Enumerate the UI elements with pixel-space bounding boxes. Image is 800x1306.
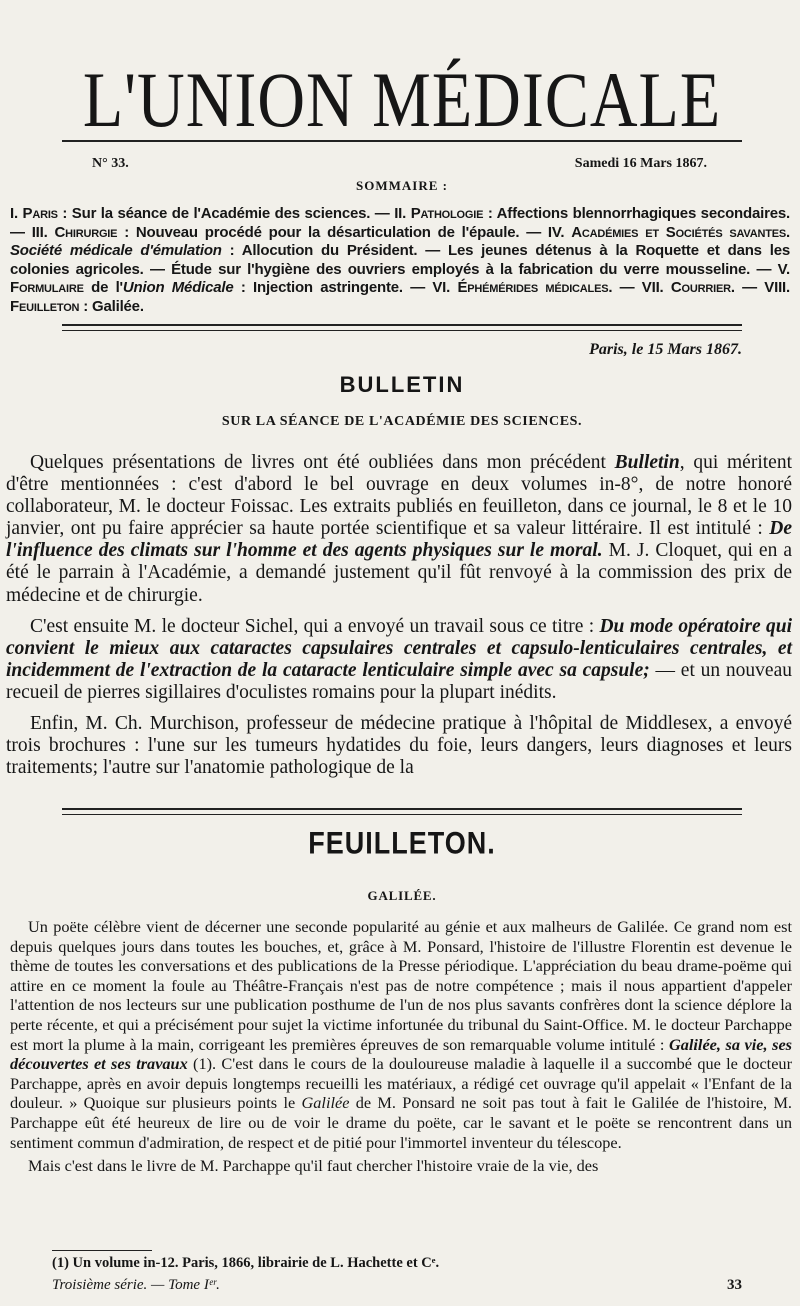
series-label: Troisième série. — Tome Iᵉʳ.	[52, 1277, 220, 1293]
bulletin-body	[6, 452, 792, 788]
masthead-rule	[62, 140, 742, 142]
bulletin-paragraph: Quelques présentations de livres ont été oubliées dans mon précédent Bulletin, qui méritent d'être mentionnées : c'est d'abord le bel ouvrage en deux volumes in-8°, de notre honoré collaborateur, M. le docteur Foissac. Les extraits publiés en feuilleton, dans ce journal, le 8 et le 10 janvier, ont pu faire apprécier sa haute portée scientifique et sa valeur littéraire. Il est intitulé : De l'influence des climats sur l'homme et des agents physiques sur le moral. M. J. Cloquet, qui en a été le parrain à l'Académie, a demandé justement qu'il fût renvoyé à la commission des prix de médecine et de chirurgie.	[6, 452, 793, 606]
feuilleton-body	[10, 917, 792, 1180]
bulletin-paragraph: Enfin, M. Ch. Murchison, professeur de médecine pratique à l'hôpital de Middlesex, a envoyé trois brochures : l'une sur les tumeurs hydatides du foie, leurs dangers, leurs diagnoses et leurs traitements; l'autre sur l'anatomie pathologique de la	[6, 713, 792, 779]
feuilleton-subtitle: GALILÉE.	[367, 888, 437, 903]
issue-number: N° 33.	[92, 156, 129, 171]
bulletin-title: BULLETIN	[339, 372, 465, 397]
footnote: (1) Un volume in-12. Paris, 1866, librairie de L. Hachette et Cᵉ.	[52, 1255, 440, 1271]
feuilleton-paragraph: Un poëte célèbre vient de décerner une seconde popularité au génie et aux malheurs de Galilée. Ce grand nom est depuis quelques jours dans toutes les bouches, et, grâce à M. Ponsard, l'histoire de l'illustre Florentin est devenue le thème de toutes les conversations et des publications de la Presse périodique. L'appréciation du beau drame-poëme qui attire en ce moment la foule au Théâtre-Français n'est pas de notre compétence ; mais il nous appartient d'appeler l'attention de nos lecteurs sur une publication posthume de l'un de nos plus savants confrères dont la science déplore la perte récente, et qui a précisément pour sujet la victime infortunée du tribunal du Saint-Office. M. le docteur Parchappe est mort la plume à la main, corrigeant les premières épreuves de son remarquable volume intitulé : Galilée, sa vie, ses découvertes et ses travaux (1). C'est dans le cours de la douloureuse maladie à laquelle il a succombé que le docteur Parchappe, après en avoir depuis longtemps recueilli les matériaux, a rédigé cet ouvrage qu'il appelait « l'Enfant de la douleur. » Quoique sur plusieurs points le Galilée de M. Ponsard ne soit pas tout à fait le Galilée de l'histoire, M. Parchappe eût été heureux de lire ou de voir le drame du poëte, car le savant et le poëte se rencontrent dans un sentiment commun d'admiration, de respect et de pitié pour l'immortel inventeur du télescope.	[10, 917, 793, 1152]
feuilleton-title: FEUILLETON.	[308, 825, 496, 861]
feuilleton-divider	[62, 808, 742, 815]
bulletin-dateline: Paris, le 15 Mars 1867.	[589, 341, 742, 358]
section-divider	[62, 324, 742, 331]
feuilleton-paragraph: Mais c'est dans le livre de M. Parchappe qu'il faut chercher l'histoire vraie de la vie, des	[28, 1156, 599, 1176]
page-number: 33	[727, 1277, 742, 1293]
sommaire-title: SOMMAIRE :	[356, 178, 448, 193]
issue-date: Samedi 16 Mars 1867.	[574, 156, 707, 171]
footnote-rule	[52, 1250, 152, 1251]
sommaire: I. Paris : Sur la séance de l'Académie des sciences. — II. Pathologie : Affections blennorrhagiques secondaires. — III. Chirurgie : Nouveau procédé pour la désarticulation de l'épaule. — IV. Académies et Sociétés savantes. Société médicale d'émulation : Allocution du Président. — Les jeunes détenus à la Roquette et dans les colonies agricoles. — Étude sur l'hygiène des ouvriers employés à la fabrication du verre mousseline. — V. Formulaire de l'Union Médicale : Injection astringente. — VI. Éphémérides médicales. — VII. Courrier. — VIII. Feuilleton : Galilée.	[10, 205, 790, 315]
bulletin-paragraph: C'est ensuite M. le docteur Sichel, qui a envoyé un travail sous ce titre : Du mode opératoire qui convient le mieux aux cataractes capsulaires centrales et capsulo-lenticulaires centrales, et incidemment de l'extraction de la cataracte lenticulaire simple avec sa capsule; — et un nouveau recueil de pierres sigillaires d'oculistes romains pour la plupart inédits.	[6, 615, 792, 703]
masthead-title: L'UNION MÉDICALE	[82, 57, 722, 144]
bulletin-subtitle: SUR LA SÉANCE DE L'ACADÉMIE DES SCIENCES.	[221, 414, 583, 429]
